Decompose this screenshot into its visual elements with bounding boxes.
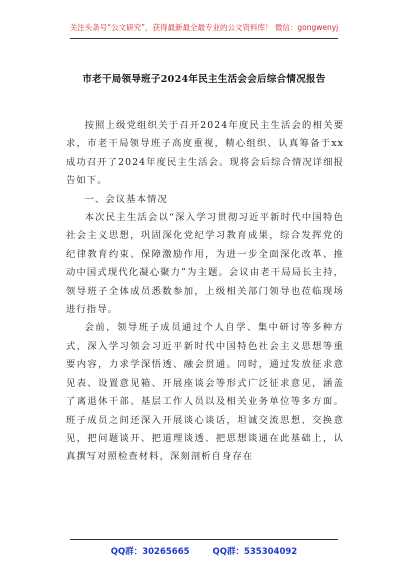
paragraph-theme: 本次民主生活会以“深入学习贯彻习近平新时代中国特色社会主义思想，巩固深化党纪学习教育成果，综合发挥党的纪律教育约束、保障激励作用，为进一步全面深化改革、推动中国式现代化凝心聚力”为主题。会议由老干局局长主持，领导班子全体成员悉数参加，上级相关部门领导也莅临现场进行指导。: [66, 212, 344, 316]
document-title: 市老干局领导班子2024年民主生活会会后综合情况报告: [82, 74, 326, 85]
paragraph-preparation: 会前，领导班子成员通过个人自学、集中研讨等多种方式，深入学习领会习近平新时代中国特色社会主义思想等重要内容，力求学深悟透、融会贯通。同时，通过发放征求意见表、设置意见箱、开展座谈会等形式广泛征求意见，涵盖了离退休干部、基层工作人员以及相关业务单位等多方面。班子成员之间还深入开展谈心谈话，坦诚交流思想、交换意见，把问题谈开、把道理谈透、把思想谈通在此基础上，认真撰写对照检查材料，深刻剖析自身存在: [66, 322, 344, 463]
footer-qq-group-1: QQ群：30265665: [110, 547, 190, 557]
section-heading: 一、会议基本情况: [84, 193, 168, 205]
paragraph-intro: 按照上级党组织关于召开2024年度民主生活会的相关要求，市老干局领导班子高度重视，精心组织、认真筹备于xx成功召开了2024年度民主生活会。现将会后综合情况详细报告如下。: [66, 120, 344, 187]
header-divider: [70, 38, 338, 39]
footer-qq-group-2: QQ群：535304092: [212, 547, 298, 557]
footer-divider: [70, 539, 338, 540]
footer-contacts: [0, 545, 408, 557]
document-body: [66, 117, 344, 467]
header-promo-note: 关注头条号“公文研究”，获得最新最全最专业的公文资料库！ 微信：gongwenyj: [69, 23, 339, 32]
